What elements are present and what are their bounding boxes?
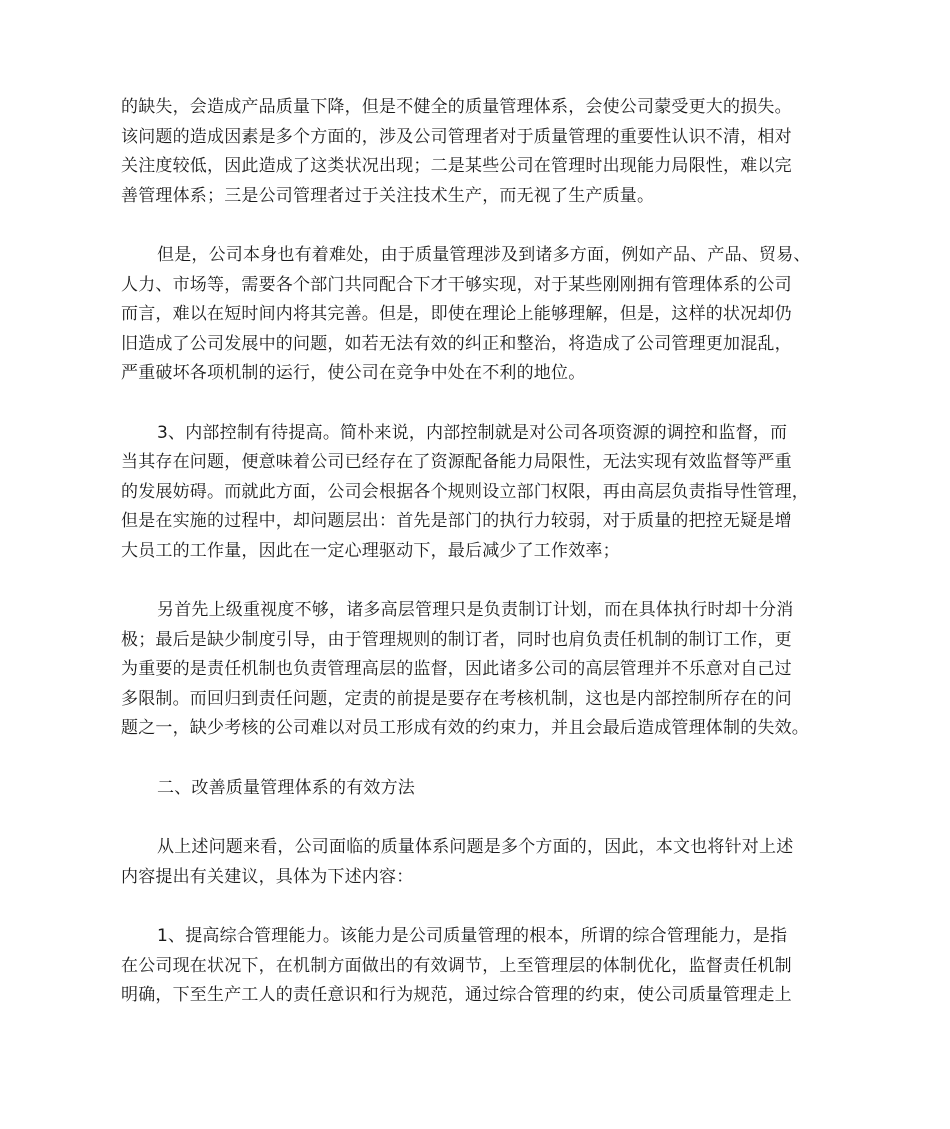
text-line: 内容提出有关建议，具体为下述内容： xyxy=(121,866,414,887)
text-line: 的缺失，会造成产品质量下降，但是不健全的质量管理体系，会使公司蒙受更大的损失。 xyxy=(121,97,792,117)
paragraph-5 xyxy=(121,833,841,892)
text-line: 从上述问题来看，公司面临的质量体系问题是多个方面的，因此，本文也将针对上述 xyxy=(157,837,794,857)
text-line: 在公司现在状况下，在机制方面做出的有效调节，上至管理层的体制优化，监督责任机制 xyxy=(121,955,792,976)
text-line: 严重破坏各项机制的运行，使公司在竞争中处在不利的地位。 xyxy=(121,363,586,383)
text-line: 人力、市场等，需要各个部门共同配合下才干够实现，对于某些刚刚拥有管理体系的公司 xyxy=(121,274,792,295)
text-line: 当其存在问题，便意味着公司已经存在了资源配备能力局限性，无法实现有效监督等严重 xyxy=(121,452,792,472)
text-line: 3、内部控制有待提高。简朴来说，内部控制就是对公司各项资源的调控和监督，而 xyxy=(157,422,788,443)
heading-text: 二、改善质量管理体系的有效方法 xyxy=(157,777,415,798)
text-line: 明确，下至生产工人的责任意识和行为规范，通过综合管理的约束，使公司质量管理走上 xyxy=(121,985,792,1005)
text-line: 1、提高综合管理能力。该能力是公司质量管理的根本，所谓的综合管理能力，是指 xyxy=(157,926,788,946)
paragraph-4 xyxy=(121,596,841,744)
text-line: 而言，难以在短时间内将其完善。但是，即使在理论上能够理解，但是，这样的状况却仍 xyxy=(121,304,792,324)
document-page xyxy=(121,93,841,1041)
text-line: 另首先上级重视度不够，诸多高层管理只是负责制订计划，而在具体执行时却十分消 xyxy=(157,600,794,620)
text-line: 但是在实施的过程中，却问题层出：首先是部门的执行力较弱，对于质量的把控无疑是增 xyxy=(121,511,792,531)
text-line: 极；最后是缺少制度引导，由于管理规则的制订者，同时也肩负责任机制的制订工作，更 xyxy=(121,629,792,650)
text-line: 关注度较低，因此造成了这类状况出现；二是某些公司在管理时出现能力局限性，难以完 xyxy=(121,156,792,176)
paragraph-1 xyxy=(121,93,841,211)
paragraph-6 xyxy=(121,922,841,1011)
text-line: 题之一，缺少考核的公司难以对员工形成有效的约束力，并且会最后造成管理体制的失效。 xyxy=(121,718,809,738)
section-heading xyxy=(121,774,841,804)
text-line: 但是，公司本身也有着难处，由于质量管理涉及到诸多方面，例如产品、产品、贸易、 xyxy=(157,245,811,265)
text-line: 的发展妨碍。而就此方面，公司会根据各个规则设立部门权限，再由高层负责指导性管理， xyxy=(121,481,809,502)
paragraph-2 xyxy=(121,241,841,389)
text-line: 大员工的工作量，因此在一定心理驱动下，最后减少了工作效率； xyxy=(121,540,620,561)
text-line: 该问题的造成因素是多个方面的，涉及公司管理者对于质量管理的重要性认识不清，相对 xyxy=(121,126,792,147)
text-line: 善管理体系；三是公司管理者过于关注技术生产，而无视了生产质量。 xyxy=(121,185,655,206)
text-line: 多限制。而回归到责任问题，定责的前提是要存在考核机制，这也是内部控制所存在的问 xyxy=(121,688,792,709)
paragraph-3 xyxy=(121,419,841,567)
text-line: 为重要的是责任机制也负责管理高层的监督，因此诸多公司的高层管理并不乐意对自己过 xyxy=(121,659,792,679)
text-line: 旧造成了公司发展中的问题，如若无法有效的纠正和整治，将造成了公司管理更加混乱， xyxy=(121,333,792,354)
